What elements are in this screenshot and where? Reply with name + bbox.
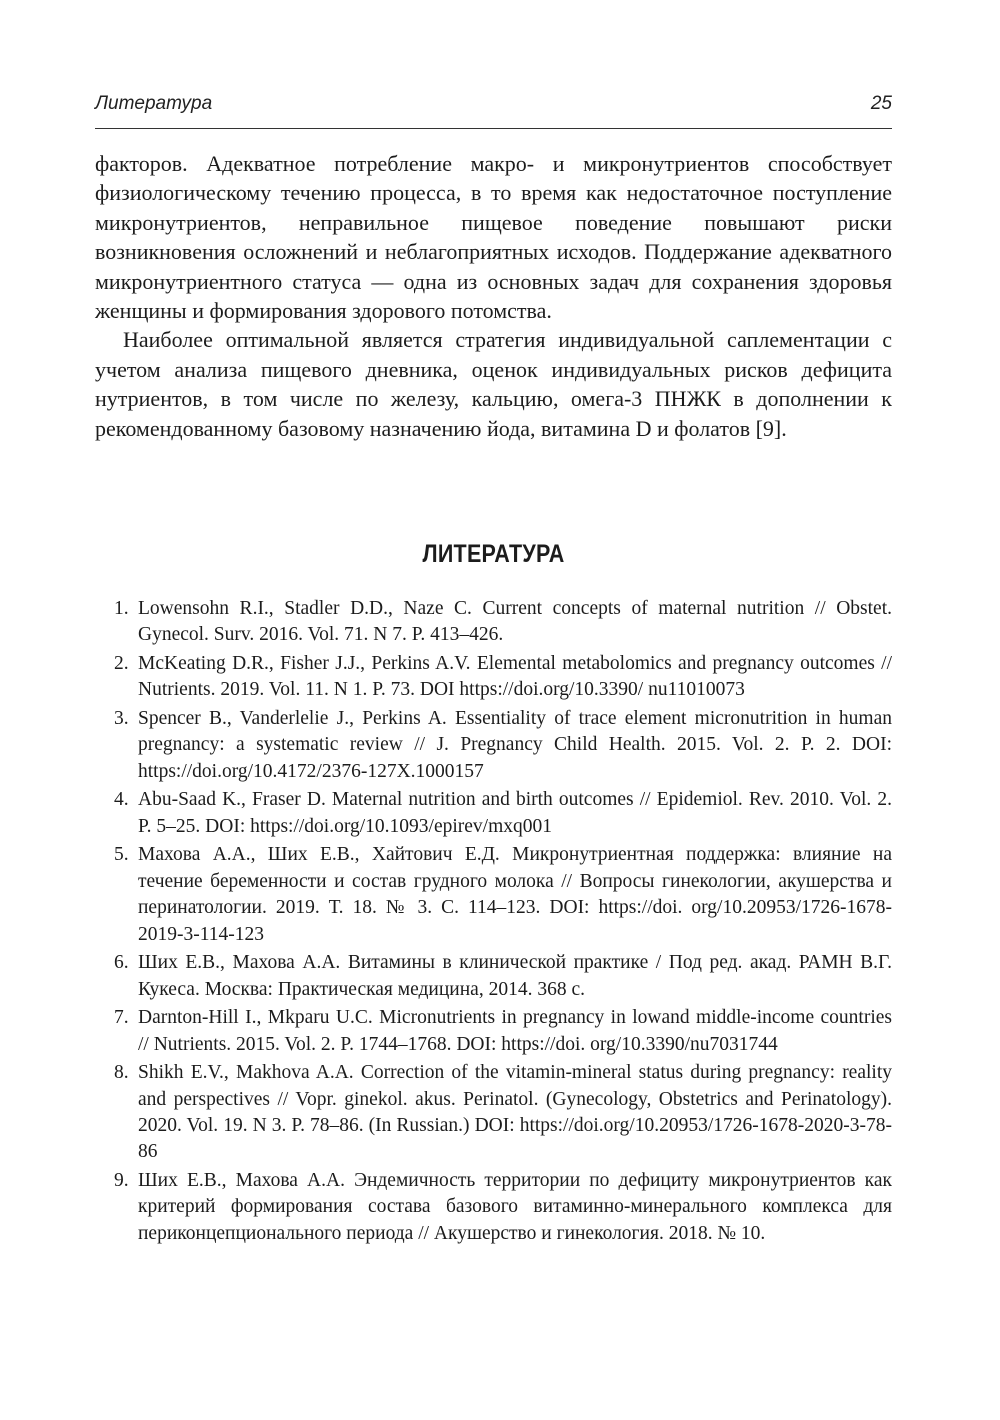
references-heading: ЛИТЕРАТУРА <box>422 540 565 568</box>
body-text <box>95 149 892 443</box>
reference-number: 6. <box>114 952 129 974</box>
reference-item <box>95 842 892 948</box>
reference-number: 3. <box>114 708 129 729</box>
page-number: 25 <box>870 93 892 114</box>
body-paragraph: факторов. Адекватное потребление макро- и микронутриентов способствует физиологическому течению процесса, в то время как недостаточное поступление микронутриентов, неправильное пищевое поведение повышают риски возникновения осложнений и неблагоприятных исходов. Поддержание адекватного микронутриентного статуса — одна из основных задач для сохранения здоровья женщины и формирования здорового потомства. <box>95 151 892 324</box>
header-rule <box>95 128 892 129</box>
reference-number: 2. <box>114 653 129 674</box>
reference-number: 9. <box>114 1170 129 1192</box>
reference-text: Ших Е.В., Махова А.А. Витамины в клинической практике / Под ред. акад. РАМН В.Г. Кукеса. Москва: Практическая медицина, 2014. 368 с. <box>138 952 892 1000</box>
reference-item <box>95 596 892 649</box>
body-paragraph: Наиболее оптимальной является стратегия индивидуальной саплементации с учетом анализа пищевого дневника, оценок индивидуальных рисков дефицита нутриентов, в том числе по железу, кальцию, омега-3 ПНЖК в дополнении к рекомендованному базовому назначению йода, витамина D и фолатов [9]. <box>95 327 892 441</box>
reference-item <box>95 1168 892 1247</box>
reference-text: Ших Е.В., Махова А.А. Эндемичность территории по дефициту микронутриентов как критерий формирования состава базового витаминно-минерального комплекса для периконцепционального периода // Акушерство и гинекология. 2018. № 10. <box>138 1170 892 1244</box>
reference-item <box>95 1005 892 1058</box>
reference-text: McKeating D.R., Fisher J.J., Perkins A.V. Elemental metabolomics and pregnancy outcomes // Nutrients. 2019. Vol. 11. N 1. P. 73. DOI https://doi.org/10.3390/ nu11010073 <box>138 653 892 701</box>
reference-number: 8. <box>114 1062 129 1084</box>
reference-text: Darnton-Hill I., Mkparu U.C. Micronutrients in pregnancy in lowand middle-income countries // Nutrients. 2015. Vol. 2. P. 1744–1768. DOI: https://doi. org/10.3390/nu7031744 <box>138 1007 892 1055</box>
running-header-section-title: Литература <box>95 93 213 114</box>
running-header <box>95 93 892 121</box>
reference-number: 1. <box>114 598 129 619</box>
reference-item <box>95 787 892 840</box>
reference-text: Махова А.А., Ших Е.В., Хайтович Е.Д. Микронутриентная поддержка: влияние на течение беременности и состав грудного молока // Вопросы гинекологии, акушерства и перинатологии. 2019. Т. 18. № 3. С. 114–123. DOI: https://doi. org/10.20953/1726-1678-2019-3-114-123 <box>138 844 892 945</box>
reference-item <box>95 1060 892 1166</box>
references-list <box>95 596 892 1249</box>
reference-number: 7. <box>114 1007 129 1029</box>
reference-number: 4. <box>114 789 129 811</box>
reference-item <box>95 706 892 785</box>
reference-item <box>95 950 892 1003</box>
reference-number: 5. <box>114 844 129 866</box>
reference-text: Lowensohn R.I., Stadler D.D., Naze C. Current concepts of maternal nutrition // Obstet. Gynecol. Surv. 2016. Vol. 71. N 7. P. 413–426. <box>138 598 892 646</box>
reference-text: Shikh E.V., Makhova A.A. Correction of the vitamin-mineral status during pregnancy: reality and perspectives // Vopr. ginekol. akus. Perinatol. (Gynecology, Obstetrics and Perinatology). 2020. Vol. 19. N 3. P. 78–86. (In Russian.) DOI: https://doi.org/10.20953/1726-1678-2020-3-78-86 <box>138 1062 892 1163</box>
reference-text: Spencer B., Vanderlelie J., Perkins A. Essentiality of trace element micronutrition in human pregnancy: a systematic review // J. Pregnancy Child Health. 2015. Vol. 2. P. 2. DOI: https://doi.org/10.4172/2376-127X.1000157 <box>138 708 892 782</box>
reference-text: Abu-Saad K., Fraser D. Maternal nutrition and birth outcomes // Epidemiol. Rev. 2010. Vol. 2. P. 5–25. DOI: https://doi.org/10.1093/epirev/mxq001 <box>138 789 892 837</box>
reference-item <box>95 651 892 704</box>
